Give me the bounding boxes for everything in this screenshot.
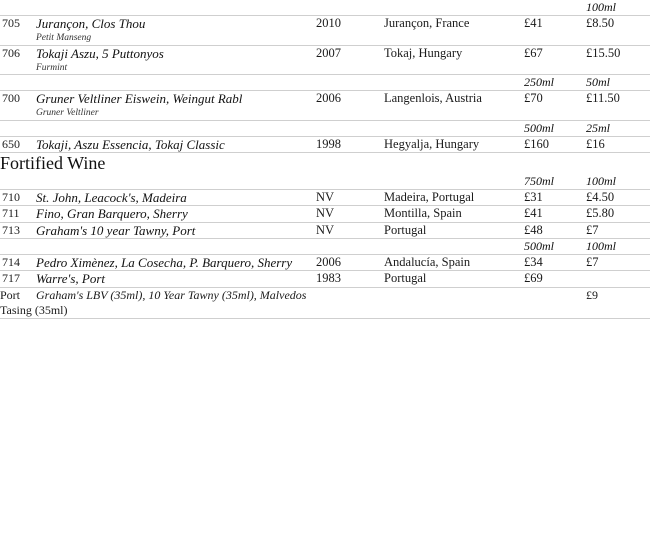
wine-grape: Gruner Veltliner <box>36 108 99 119</box>
measure-spacer <box>36 120 316 136</box>
wine-code: 710 <box>2 189 20 204</box>
port-tasting-label: Port <box>0 287 21 302</box>
port-tasting-row[interactable] <box>0 287 650 303</box>
measure-spacer <box>384 120 524 136</box>
wine-price-bottle: £41 <box>524 16 543 30</box>
wine-code: 650 <box>2 136 20 151</box>
wine-year: 2010 <box>316 16 341 30</box>
table-row[interactable] <box>0 222 650 238</box>
table-row[interactable] <box>0 189 650 205</box>
wine-name: Fino, Gran Barquero, Sherry <box>36 206 188 222</box>
wine-year: 1983 <box>316 271 341 286</box>
measure-spacer <box>0 120 36 136</box>
measure-spacer <box>36 0 316 16</box>
measure-spacer <box>0 0 36 16</box>
section-heading-row <box>0 152 650 174</box>
wine-price-bottle: £48 <box>524 222 543 237</box>
wine-year: NV <box>316 189 335 204</box>
table-row[interactable] <box>0 271 650 287</box>
measure-spacer <box>384 174 524 190</box>
measure-spacer <box>36 238 316 254</box>
wine-name-cell <box>36 91 316 121</box>
measure-glass: 25ml <box>586 120 610 135</box>
table-row[interactable] <box>0 254 650 270</box>
wine-name-cell <box>36 189 316 205</box>
measure-header-row <box>0 120 650 136</box>
measure-bottle <box>524 0 586 16</box>
footer-spacer <box>316 303 384 319</box>
measure-glass: 100ml <box>586 238 616 253</box>
measure-header-row <box>0 174 650 190</box>
wine-price-bottle: £67 <box>524 45 543 60</box>
wine-region: Madeira, Portugal <box>384 189 475 204</box>
wine-region: Langenlois, Austria <box>384 91 482 106</box>
wine-name-cell <box>36 45 316 75</box>
wine-name: Jurançon, Clos Thou <box>36 16 146 31</box>
wine-grape: Petit Manseng <box>36 33 92 44</box>
wine-region: Andalucía, Spain <box>384 254 471 269</box>
measure-spacer <box>384 238 524 254</box>
table-row[interactable] <box>0 45 650 75</box>
wine-region: Jurançon, France <box>384 16 470 30</box>
footer-spacer <box>384 303 524 319</box>
wine-region: Hegyalja, Hungary <box>384 136 480 151</box>
measure-spacer <box>316 174 384 190</box>
port-tasting-price: £9 <box>586 287 598 302</box>
wine-name-cell <box>36 271 316 287</box>
wine-name: Tokaji Aszu, 5 Puttonyos <box>36 45 164 61</box>
measure-spacer <box>316 238 384 254</box>
page-title: Fortified Wine <box>0 152 106 173</box>
measure-spacer <box>0 238 36 254</box>
wine-year: 2006 <box>316 91 341 106</box>
wine-price-glass: £11.50 <box>586 91 620 106</box>
wine-code: 714 <box>2 254 20 269</box>
footer-spacer <box>586 303 650 319</box>
wine-name-cell <box>36 206 316 222</box>
wine-code: 711 <box>2 206 20 221</box>
wine-price-glass: £8.50 <box>586 16 615 30</box>
wine-year: 2007 <box>316 45 341 60</box>
wine-region: Tokaj, Hungary <box>384 45 463 60</box>
wine-price-glass: £7 <box>586 222 599 237</box>
wine-code: 705 <box>2 16 20 30</box>
measure-spacer <box>316 0 384 16</box>
port-tasting-description: Graham's LBV (35ml), 10 Year Tawny (35ml), Malvedos <box>36 287 307 302</box>
wine-name: Gruner Veltliner Eiswein, Weingut Rabl <box>36 91 243 107</box>
wine-region: Portugal <box>384 271 427 286</box>
measure-glass: 50ml <box>586 75 610 90</box>
measure-bottle: 500ml <box>524 238 554 253</box>
measure-header-row <box>0 75 650 91</box>
wine-name: Warre's, Port <box>36 271 105 287</box>
measure-spacer <box>316 120 384 136</box>
table-row[interactable] <box>0 136 650 152</box>
wine-name: Pedro Ximènez, La Cosecha, P. Barquero, Sherry <box>36 254 293 270</box>
measure-spacer <box>384 0 524 16</box>
wine-code: 713 <box>2 222 20 237</box>
wine-price-glass: £16 <box>586 136 605 151</box>
wine-code: 700 <box>2 91 20 106</box>
wine-grape: Furmint <box>36 62 68 73</box>
wine-price-glass <box>586 271 650 287</box>
footer-spacer <box>524 303 586 319</box>
measure-spacer <box>0 174 36 190</box>
wine-price-glass: £7 <box>586 254 599 269</box>
wine-name-cell <box>36 16 316 46</box>
wine-code: 706 <box>2 45 20 60</box>
wine-price-glass: £4.50 <box>586 189 615 204</box>
wine-price-bottle: £34 <box>524 254 543 269</box>
wine-price-bottle: £69 <box>524 271 543 286</box>
port-tasting-row-continued <box>0 303 650 319</box>
wine-price-bottle: £41 <box>524 206 543 221</box>
wine-year: NV <box>316 222 335 237</box>
measure-header-row <box>0 238 650 254</box>
table-row[interactable] <box>0 91 650 121</box>
table-row[interactable] <box>0 206 650 222</box>
wine-name-cell <box>36 254 316 270</box>
table-row[interactable] <box>0 16 650 46</box>
wine-price-bottle: £70 <box>524 91 543 106</box>
port-tasting-label-continued: Tasing (35ml) <box>0 302 68 317</box>
measure-spacer <box>0 75 36 91</box>
measure-bottle: 250ml <box>524 75 554 90</box>
measure-glass: 100ml <box>586 173 616 188</box>
wine-region: Montilla, Spain <box>384 206 462 221</box>
wine-price-glass: £5.80 <box>586 206 615 221</box>
measure-spacer <box>36 174 316 190</box>
measure-bottle: 500ml <box>524 120 554 135</box>
wine-year: 2006 <box>316 254 341 269</box>
wine-year: 1998 <box>316 136 341 151</box>
wine-name: Graham's 10 year Tawny, Port <box>36 222 196 238</box>
wine-name: St. John, Leacock's, Madeira <box>36 189 187 205</box>
wine-name: Tokaji, Aszu Essencia, Tokaj Classic <box>36 136 225 152</box>
wine-year: NV <box>316 206 335 221</box>
measure-header-row <box>0 0 650 16</box>
wine-price-glass: £15.50 <box>586 45 621 60</box>
wine-name-cell <box>36 222 316 238</box>
measure-spacer <box>316 75 384 91</box>
measure-glass: 100ml <box>586 0 616 14</box>
measure-bottle: 750ml <box>524 173 554 188</box>
measure-spacer <box>384 75 524 91</box>
wine-price-bottle: £160 <box>524 136 549 151</box>
wine-name-cell <box>36 136 316 152</box>
wine-price-bottle: £31 <box>524 189 543 204</box>
wine-region: Portugal <box>384 222 427 237</box>
measure-spacer <box>36 75 316 91</box>
wine-code: 717 <box>2 271 20 286</box>
